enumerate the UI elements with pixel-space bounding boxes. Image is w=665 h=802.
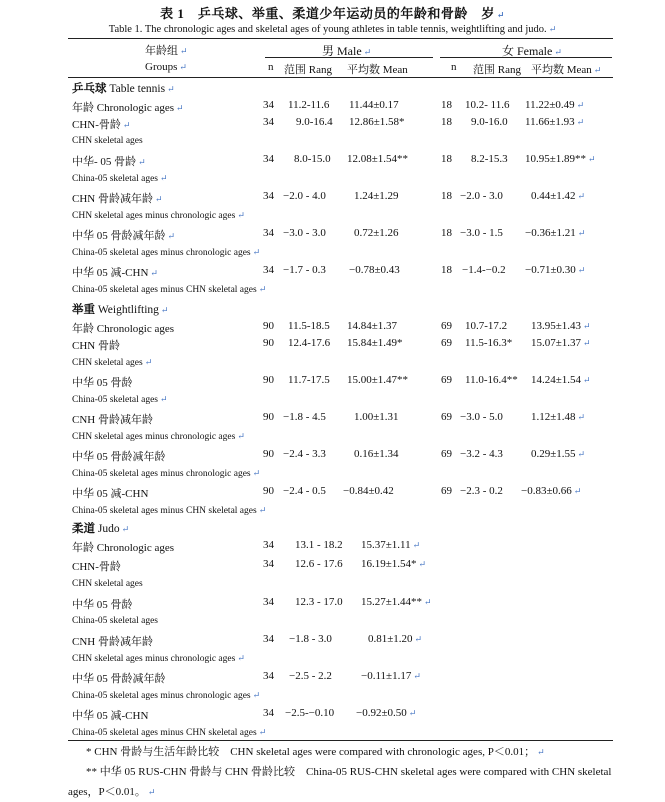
row-label: CHN 骨龄 bbox=[72, 340, 120, 352]
male-n: 34 bbox=[263, 99, 274, 111]
row-label: 中华 05 骨龄 bbox=[72, 599, 133, 611]
row-label: CNH 骨龄减年龄 bbox=[72, 636, 153, 648]
female-mean: −0.71±0.30 ↵ bbox=[525, 264, 586, 276]
section-title-table-tennis: 乒乓球 Table tennis ↵ bbox=[72, 83, 175, 95]
row-label: 年龄 Chronologic ages bbox=[72, 542, 175, 554]
female-n: 69 bbox=[441, 411, 452, 423]
bottom-rule bbox=[68, 740, 613, 741]
row-label: 中华 05 骨龄减年龄 bbox=[72, 451, 166, 463]
male-mean: 15.00±1.47** bbox=[347, 374, 409, 386]
male-n: 34 bbox=[263, 264, 274, 276]
male-n: 34 bbox=[263, 539, 274, 551]
female-range: −1.4-−0.2 bbox=[462, 264, 506, 276]
male-range: 13.1 - 18.2 bbox=[295, 539, 343, 551]
male-n: 90 bbox=[263, 485, 274, 497]
female-n: 69 bbox=[441, 337, 452, 349]
male-range: −1.8 - 4.5 bbox=[283, 411, 326, 423]
row-sublabel: CHN skeletal ages minus chronologic ages ↵ bbox=[72, 210, 245, 221]
male-n: 34 bbox=[263, 227, 274, 239]
female-range: −3.2 - 4.3 bbox=[460, 448, 503, 460]
male-mean: 11.44±0.17 bbox=[349, 99, 399, 111]
female-n: 69 bbox=[441, 448, 452, 460]
header-rule bbox=[68, 77, 613, 78]
male-n: 34 bbox=[263, 190, 274, 202]
section-title-weightlifting: 举重 Weightlifting ↵ bbox=[72, 304, 169, 316]
male-n: 34 bbox=[263, 153, 274, 165]
male-mean: −0.11±1.17 ↵ bbox=[361, 670, 421, 682]
header-female-range: 范围 Rang bbox=[473, 64, 521, 76]
male-n: 90 bbox=[263, 320, 274, 332]
row-sublabel: China-05 skeletal ages minus chronologic ages ↵ bbox=[72, 247, 261, 258]
row-sublabel: CHN skeletal ages ↵ bbox=[72, 357, 153, 368]
female-n: 18 bbox=[441, 99, 452, 111]
female-mean: 11.22±0.49 ↵ bbox=[525, 99, 585, 111]
row-sublabel: China-05 skeletal ages minus chronologic ages ↵ bbox=[72, 468, 261, 479]
male-mean: 12.08±1.54** bbox=[347, 153, 409, 165]
male-range: −3.0 - 3.0 bbox=[283, 227, 326, 239]
female-n: 69 bbox=[441, 485, 452, 497]
male-range: −2.4 - 3.3 bbox=[283, 448, 326, 460]
female-mean: 13.95±1.43 ↵ bbox=[531, 320, 591, 332]
male-range: −2.4 - 0.5 bbox=[283, 485, 326, 497]
male-n: 34 bbox=[263, 707, 274, 719]
row-label: 中华 05 骨龄减年龄 ↵ bbox=[72, 230, 176, 242]
female-range: 11.0-16.4** bbox=[465, 374, 518, 386]
row-sublabel: China-05 skeletal ages ↵ bbox=[72, 173, 168, 184]
row-label: 中华 05 减-CHN bbox=[72, 488, 149, 500]
male-range: −2.5-−0.10 bbox=[285, 707, 335, 719]
male-mean: 16.19±1.54* ↵ bbox=[361, 558, 427, 570]
male-range: 8.0-15.0 bbox=[294, 153, 331, 165]
table-subtitle: Table 1. The chronologic ages and skeletal ages of young athletes in table tennis, weightlifting and judo. ↵ bbox=[108, 24, 557, 35]
male-range: 11.5-18.5 bbox=[288, 320, 330, 332]
row-sublabel: China-05 skeletal ages ↵ bbox=[72, 394, 168, 405]
female-mean: 1.12±1.48 ↵ bbox=[531, 411, 586, 423]
row-sublabel: China-05 skeletal ages bbox=[72, 616, 159, 626]
female-mean: 0.29±1.55 ↵ bbox=[531, 448, 586, 460]
female-range: 11.5-16.3* bbox=[465, 337, 513, 349]
row-label: 中华 05 骨龄 bbox=[72, 377, 133, 389]
row-label: 中华 05 减-CHN ↵ bbox=[72, 267, 158, 279]
row-label: 年龄 Chronologic ages ↵ bbox=[72, 102, 184, 114]
male-range: −1.7 - 0.3 bbox=[283, 264, 326, 276]
male-range: 12.4-17.6 bbox=[288, 337, 331, 349]
header-male-mean: 平均数 Mean bbox=[347, 64, 408, 76]
male-mean: 1.00±1.31 bbox=[354, 411, 399, 423]
female-n: 18 bbox=[441, 264, 452, 276]
header-female: 女 Female ↵ bbox=[502, 44, 562, 58]
header-male: 男 Male ↵ bbox=[322, 44, 372, 58]
female-mean: 14.24±1.54 ↵ bbox=[531, 374, 591, 386]
female-range: 9.0-16.0 bbox=[471, 116, 508, 128]
section-title-judo: 柔道 Judo ↵ bbox=[72, 523, 130, 535]
male-mean: 1.24±1.29 bbox=[354, 190, 399, 202]
female-n: 18 bbox=[441, 227, 452, 239]
male-mean: 0.16±1.34 bbox=[354, 448, 399, 460]
row-sublabel: CHN skeletal ages minus chronologic ages ↵ bbox=[72, 653, 245, 664]
male-range: 12.6 - 17.6 bbox=[295, 558, 343, 570]
female-range: 10.7-17.2 bbox=[465, 320, 508, 332]
female-range: −3.0 - 5.0 bbox=[460, 411, 503, 423]
row-sublabel: China-05 skeletal ages minus CHN skeletal ages ↵ bbox=[72, 505, 267, 516]
row-label: 年龄 Chronologic ages bbox=[72, 323, 175, 335]
male-n: 34 bbox=[263, 633, 274, 645]
female-range: −3.0 - 1.5 bbox=[460, 227, 503, 239]
row-label: CHN-骨龄 bbox=[72, 561, 121, 573]
footnote-2: ** 中华 05 RUS-CHN 骨龄与 CHN 骨龄比较 China-05 RUS-CHN skeletal ages were compared with CHN skeletal ages，P＜0.01。 ↵ bbox=[68, 766, 612, 798]
male-mean: −0.78±0.43 bbox=[349, 264, 400, 276]
row-label: CHN 骨龄减年龄 ↵ bbox=[72, 193, 163, 205]
male-n: 90 bbox=[263, 337, 274, 349]
header-male-n: n bbox=[268, 61, 274, 73]
header-female-n: n bbox=[451, 61, 457, 73]
male-range: −1.8 - 3.0 bbox=[289, 633, 332, 645]
male-n: 90 bbox=[263, 411, 274, 423]
female-mean: 15.07±1.37 ↵ bbox=[531, 337, 591, 349]
row-sublabel: CHN skeletal ages minus chronologic ages ↵ bbox=[72, 431, 245, 442]
row-sublabel: China-05 skeletal ages minus CHN skeletal ages ↵ bbox=[72, 284, 267, 295]
male-n: 90 bbox=[263, 374, 274, 386]
row-label: CNH 骨龄减年龄 bbox=[72, 414, 153, 426]
male-n: 34 bbox=[263, 670, 274, 682]
female-range: −2.0 - 3.0 bbox=[460, 190, 503, 202]
male-range: −2.0 - 4.0 bbox=[283, 190, 326, 202]
row-sublabel: China-05 skeletal ages minus chronologic ages ↵ bbox=[72, 690, 261, 701]
row-sublabel: China-05 skeletal ages minus CHN skeletal ages ↵ bbox=[72, 727, 267, 738]
male-n: 90 bbox=[263, 448, 274, 460]
footnote-1: * CHN 骨龄与生活年龄比较 CHN skeletal ages were compared with chronologic ages, P＜0.01； ↵ bbox=[86, 746, 545, 758]
male-mean: 14.84±1.37 bbox=[347, 320, 398, 332]
male-range: 12.3 - 17.0 bbox=[295, 596, 343, 608]
male-range: 11.2-11.6 bbox=[288, 99, 330, 111]
row-sublabel: CHN skeletal ages bbox=[72, 136, 143, 146]
female-n: 69 bbox=[441, 374, 452, 386]
female-range: 10.2- 11.6 bbox=[465, 99, 510, 111]
table-title: 表 1 乒乓球、举重、柔道少年运动员的年龄和骨龄 岁 ↵ bbox=[160, 6, 505, 21]
male-mean: −0.84±0.42 bbox=[343, 485, 394, 497]
row-label: CHN-骨龄 ↵ bbox=[72, 119, 131, 131]
top-rule bbox=[68, 38, 613, 39]
male-range: −2.5 - 2.2 bbox=[289, 670, 332, 682]
male-mean: −0.92±0.50 ↵ bbox=[356, 707, 417, 719]
female-mean: 11.66±1.93 ↵ bbox=[525, 116, 585, 128]
female-mean: 10.95±1.89** ↵ bbox=[525, 153, 596, 165]
male-mean: 15.37±1.11 ↵ bbox=[361, 539, 421, 551]
female-n: 69 bbox=[441, 320, 452, 332]
row-sublabel: CHN skeletal ages bbox=[72, 579, 143, 589]
female-mean: −0.83±0.66 ↵ bbox=[521, 485, 582, 497]
header-group-en: Groups ↵ bbox=[145, 61, 187, 73]
female-range: 8.2-15.3 bbox=[471, 153, 508, 165]
header-male-range: 范围 Rang bbox=[284, 64, 332, 76]
female-n: 18 bbox=[441, 190, 452, 202]
header-female-mean: 平均数 Mean ↵ bbox=[531, 64, 602, 76]
male-range: 9.0-16.4 bbox=[296, 116, 333, 128]
row-label: 中华 05 减-CHN bbox=[72, 710, 149, 722]
male-n: 34 bbox=[263, 116, 274, 128]
male-range: 11.7-17.5 bbox=[288, 374, 330, 386]
male-mean: 15.84±1.49* bbox=[347, 337, 403, 349]
row-label: 中华 05 骨龄减年龄 bbox=[72, 673, 166, 685]
row-label: 中华- 05 骨龄 ↵ bbox=[72, 156, 146, 168]
header-group-zh: 年龄组 ↵ bbox=[145, 45, 188, 57]
female-mean: −0.36±1.21 ↵ bbox=[525, 227, 586, 239]
male-n: 34 bbox=[263, 558, 274, 570]
male-mean: 0.72±1.26 bbox=[354, 227, 399, 239]
female-range: −2.3 - 0.2 bbox=[460, 485, 503, 497]
male-mean: 0.81±1.20 ↵ bbox=[368, 633, 423, 645]
male-mean: 15.27±1.44** ↵ bbox=[361, 596, 432, 608]
male-n: 34 bbox=[263, 596, 274, 608]
female-n: 18 bbox=[441, 116, 452, 128]
female-n: 18 bbox=[441, 153, 452, 165]
male-mean: 12.86±1.58* bbox=[349, 116, 405, 128]
female-mean: 0.44±1.42 ↵ bbox=[531, 190, 586, 202]
